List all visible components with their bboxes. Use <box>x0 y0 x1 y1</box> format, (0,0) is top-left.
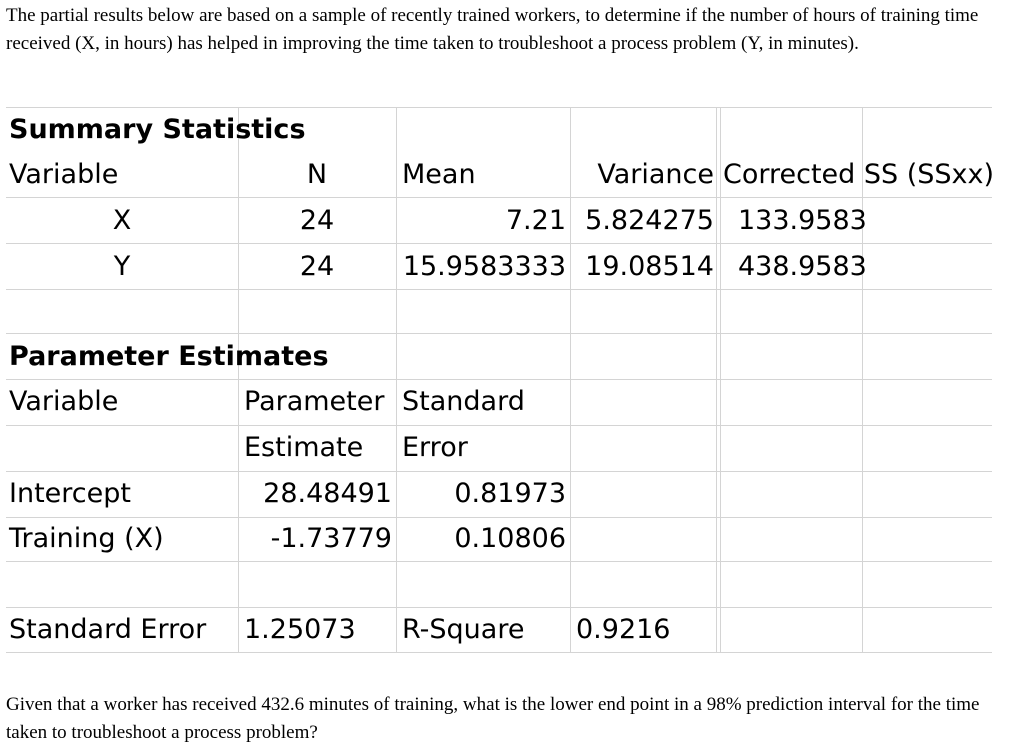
gridline <box>716 107 717 653</box>
summary-header-mean: Mean <box>402 159 476 190</box>
summary-row-x-corrected-ss: 133.9583 <box>738 205 867 236</box>
summary-header-variance: Variance <box>597 159 714 190</box>
summary-title: Summary Statistics <box>9 114 306 145</box>
summary-row-y-corrected-ss: 438.9583 <box>738 251 867 282</box>
parameters-header-estimate-line1: Parameter <box>244 386 385 417</box>
summary-row-x-mean: 7.21 <box>505 205 566 236</box>
question-paragraph: Given that a worker has received 432.6 minutes of training, what is the lower end point in a 98% prediction interval for the time taken to troubleshoot a process problem? <box>6 694 980 743</box>
parameters-row-intercept-variable: Intercept <box>9 478 131 509</box>
parameters-header-estimate-line2: Estimate <box>244 432 364 463</box>
summary-header-corrected-ss: Corrected SS (SSxx) <box>723 159 995 190</box>
fit-rsq-value: 0.9216 <box>576 614 671 645</box>
summary-row-y-mean: 15.9583333 <box>402 251 566 282</box>
parameters-row-intercept-estimate: 28.48491 <box>263 478 392 509</box>
intro-paragraph: The partial results below are based on a sample of recently trained workers, to determine if the number of hours of training time received (X, in hours) has helped in improving the time taken to troubleshoot a process problem (Y, in minutes). <box>6 5 979 54</box>
summary-row-x-variance: 5.824275 <box>585 205 714 236</box>
parameters-title: Parameter Estimates <box>9 341 329 372</box>
parameters-row-training-variable: Training (X) <box>9 523 164 554</box>
gridline <box>720 107 721 653</box>
spreadsheet-table <box>6 107 995 653</box>
parameters-row-training-estimate: -1.73779 <box>270 523 392 554</box>
parameters-row-intercept-se: 0.81973 <box>454 478 566 509</box>
fit-se-value: 1.25073 <box>244 614 356 645</box>
summary-row-x-variable: X <box>112 205 132 236</box>
parameters-header-se-line2: Error <box>402 432 468 463</box>
fit-se-label: Standard Error <box>9 614 207 645</box>
parameters-header-variable: Variable <box>9 386 119 417</box>
gridline <box>396 107 397 653</box>
summary-row-x-n: 24 <box>299 205 335 236</box>
gridline <box>6 425 992 426</box>
summary-header-variable: Variable <box>9 159 119 190</box>
parameters-header-se-line1: Standard <box>402 386 525 417</box>
summary-row-y-variable: Y <box>113 251 131 282</box>
summary-header-n: N <box>306 159 328 190</box>
summary-row-y-variance: 19.08514 <box>585 251 714 282</box>
parameters-row-training-se: 0.10806 <box>454 523 566 554</box>
fit-rsq-label: R-Square <box>402 614 525 645</box>
summary-row-y-n: 24 <box>299 251 335 282</box>
